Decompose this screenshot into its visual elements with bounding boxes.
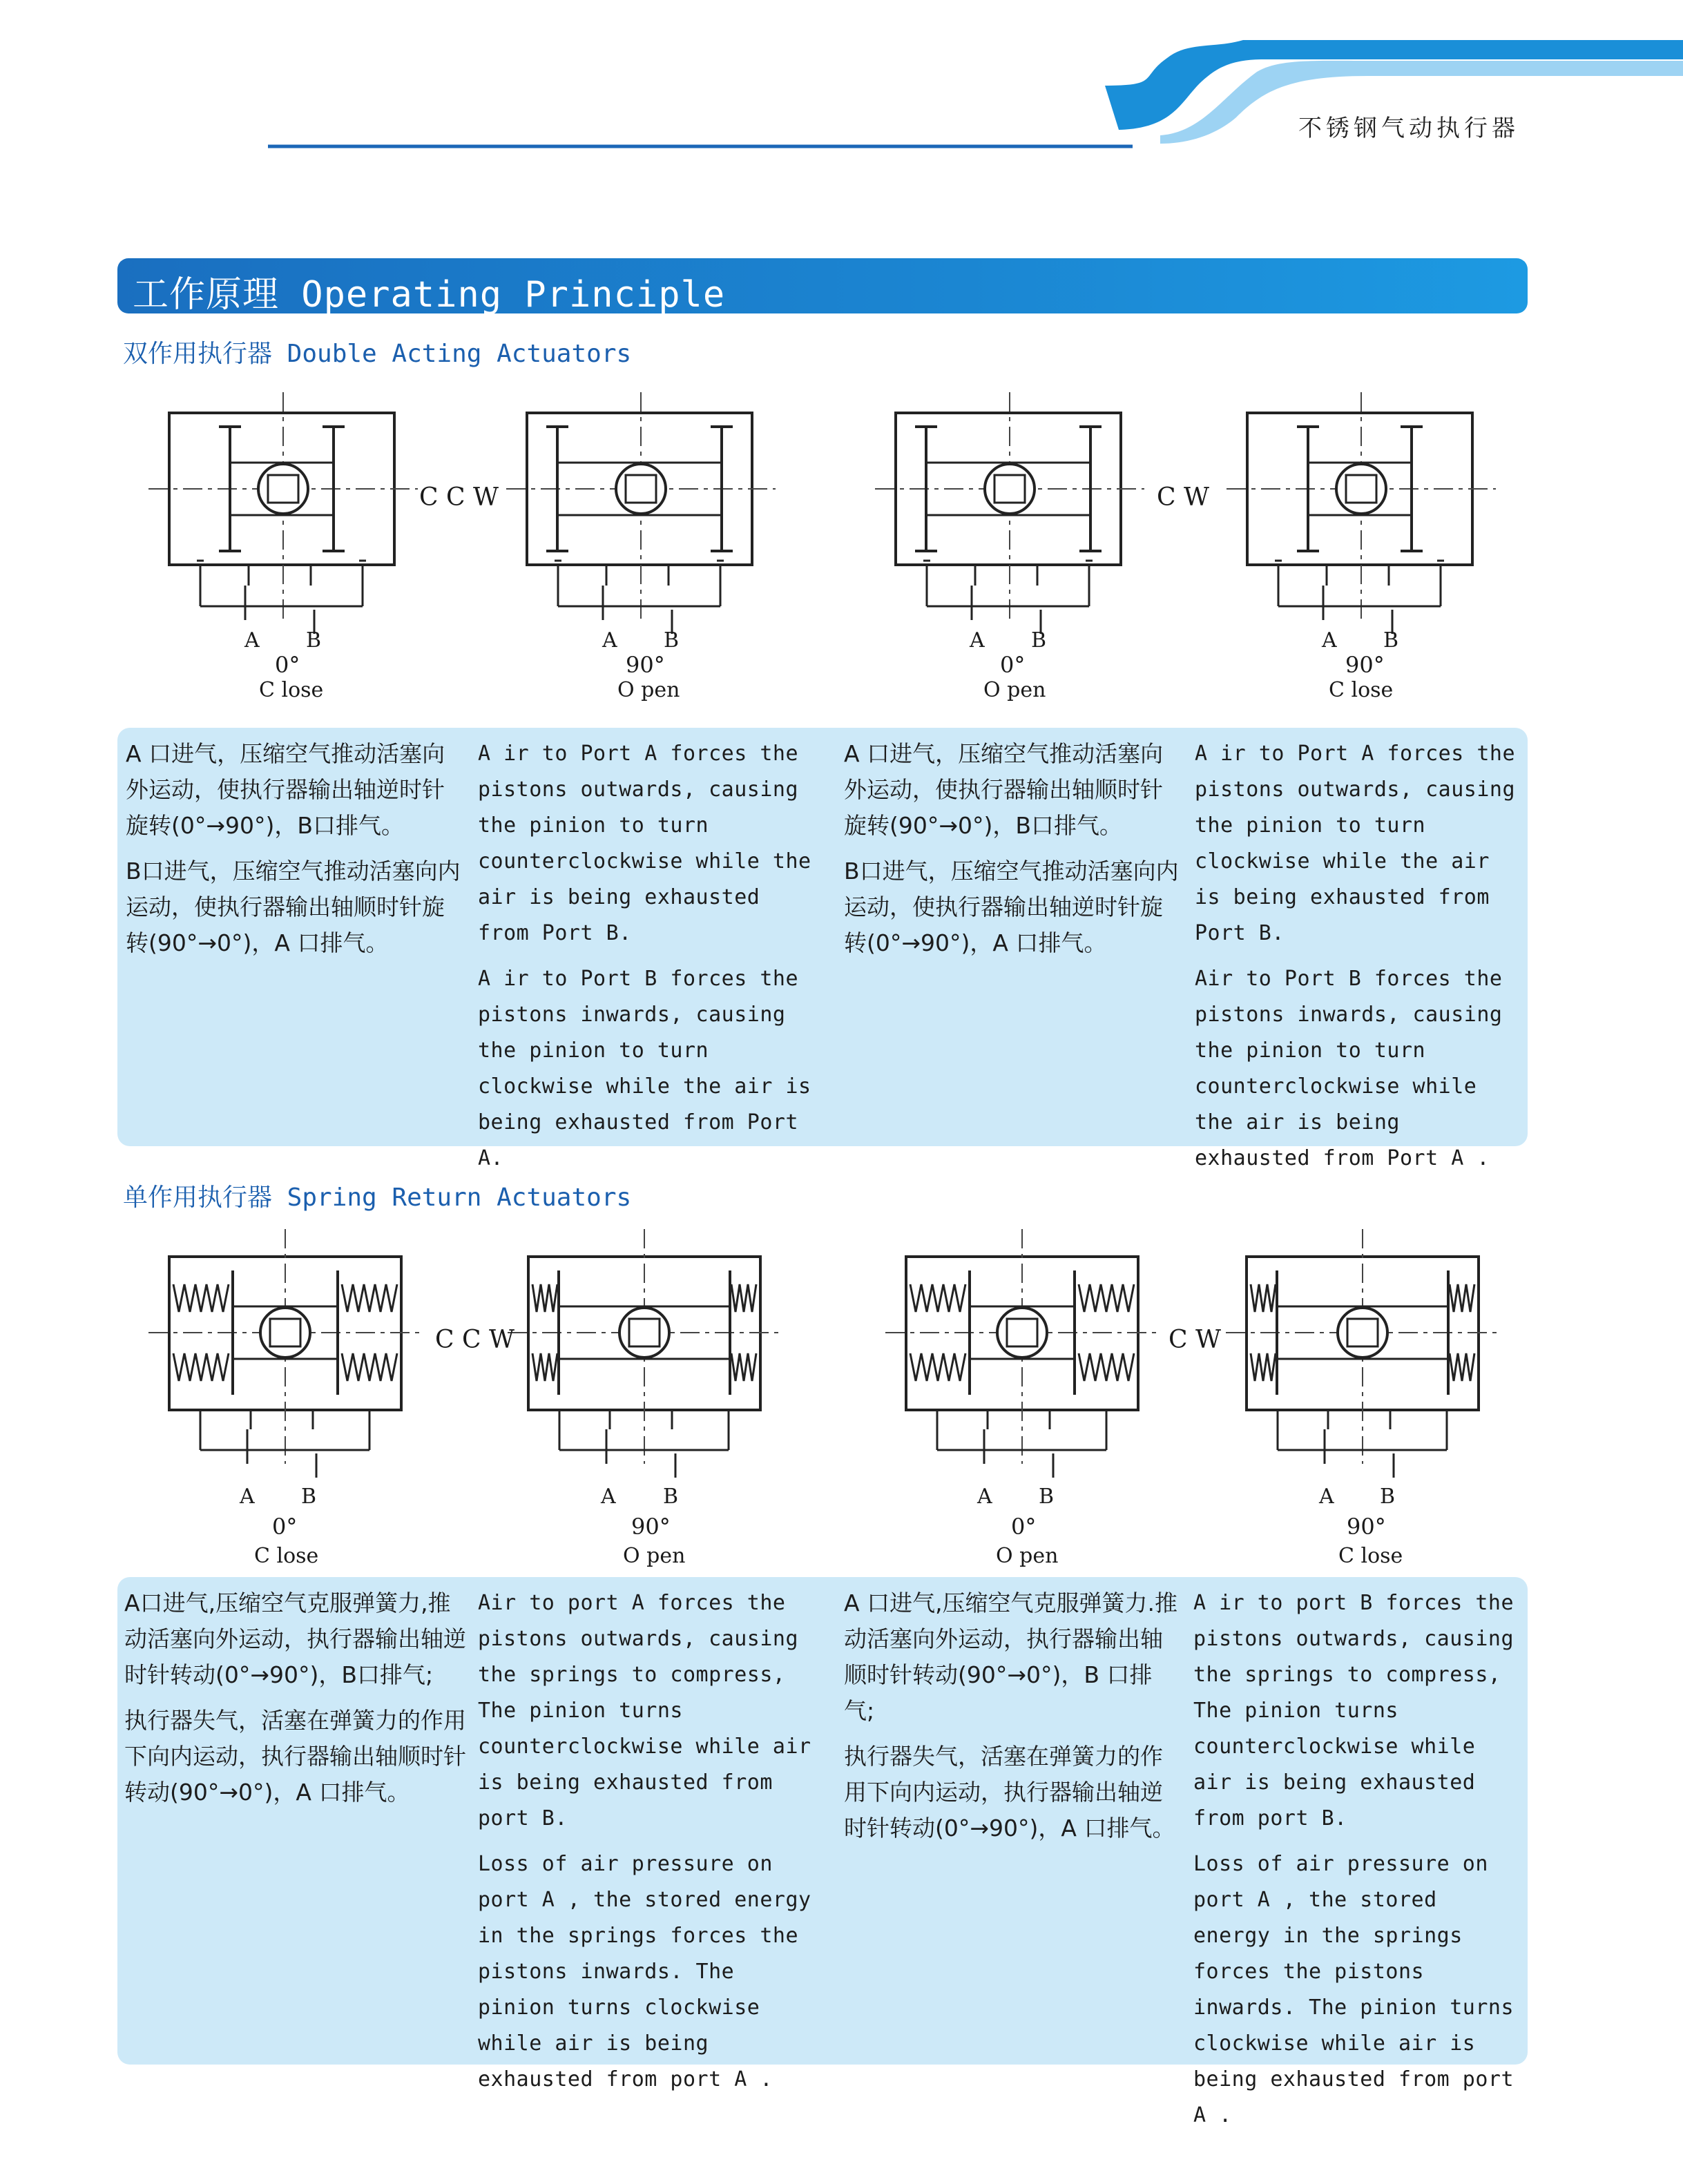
sr-text-col3 [844,1585,1182,1856]
da-state-2: O pen [617,678,680,702]
sr-angle-2: 90° [631,1514,671,1540]
da-port-a-4: A [1322,628,1337,653]
spring-return-heading: 单作用执行器 Spring Return Actuators [123,1183,632,1212]
sr-diagram-2 [508,1229,781,1478]
da-angle-1: 0° [275,652,300,678]
da-angle-2: 90° [626,652,665,678]
sr-state-4: C lose [1338,1544,1403,1568]
sr-port-a-3: A [977,1485,992,1509]
da-col1-para1: A 口进气，压缩空气推动活塞向外运动，使执行器输出轴逆时针旋转(0°→90°)，B口排气。 [126,740,445,839]
sr-text-col1 [124,1585,470,1820]
sr-diagram-4 [1226,1229,1499,1478]
sr-col1-para1: A口进气,压缩空气克服弹簧力,推动活塞向外运动，执行器输出轴逆时针转动(0°→90°)，B口排气; [124,1589,466,1688]
sr-port-b-3: B [1039,1485,1055,1509]
da-state-1: C lose [259,678,324,702]
sr-port-a-4: A [1319,1485,1334,1509]
da-port-b-3: B [1031,628,1047,653]
da-col4-para1: A ir to Port A forces the pistons outwards, causing the pinion to turn clockwise while the air is being exhausted from Port B. [1195,742,1516,945]
da-col4-para2: Air to Port B forces the pistons inwards, causing the pinion to turn counterclockwise while the air is being exhausted from Port A . [1195,967,1503,1170]
da-col2-para2: A ir to Port B forces the pistons inwards, causing the pinion to turn clockwise while the air is being exhausted from Port A. [478,967,811,1170]
sr-state-1: C lose [254,1544,319,1568]
sr-port-b-4: B [1380,1485,1396,1509]
da-col2-para1: A ir to Port A forces the pistons outwards, causing the pinion to turn counterclockwise while the air is being exhausted from Port B. [478,742,811,945]
da-port-b-2: B [664,628,680,653]
sr-angle-4: 90° [1347,1514,1386,1540]
sr-diagram-3 [885,1229,1159,1478]
sr-port-a-2: A [601,1485,616,1509]
sr-col4-para2: Loss of air pressure on port A , the stored energy in the springs forces the pistons inwards. The pinion turns clockwise while air is being exhausted from port A . [1193,1852,1514,2127]
sr-col3-para2: 执行器失气，活塞在弹簧力的作用下向内运动，执行器输出轴逆时针转动(0°→90°)，A 口排气。 [844,1743,1175,1842]
document-title: 不锈钢气动执行器 [1298,115,1519,142]
sr-col1-para2: 执行器失气，活塞在弹簧力的作用下向内运动，执行器输出轴顺时针转动(90°→0°)，A 口排气。 [124,1707,466,1806]
sr-col3-para1: A 口进气,压缩空气克服弹簧力.推动活塞向外运动，执行器输出轴顺时针转动(90°→0°)，B 口排气; [844,1589,1178,1724]
double-acting-heading: 双作用执行器 Double Acting Actuators [123,340,632,368]
sr-port-b-2: B [663,1485,679,1509]
sr-state-3: O pen [996,1544,1059,1568]
da-port-b-4: B [1383,628,1399,653]
da-angle-4: 90° [1345,652,1385,678]
sr-col2-para2: Loss of air pressure on port A , the stored energy in the springs forces the pistons inwards. The pinion turns clockwise while air is being exhausted from port A . [478,1852,811,2091]
sr-port-b-1: B [301,1485,317,1509]
da-port-a-2: A [602,628,617,653]
da-col3-para1: A 口进气，压缩空气推动活塞向外运动，使执行器输出轴顺时针旋转(90°→0°)，B口排气。 [844,740,1164,839]
sr-angle-1: 0° [272,1514,298,1540]
sr-col2-para1: Air to port A forces the pistons outwards, causing the springs to compress, The pinion turns counterclockwise while air is being exhausted from port B. [478,1591,811,1830]
da-state-4: C lose [1329,678,1394,702]
da-direction-cw: C W [1157,483,1209,512]
da-port-a-3: A [970,628,985,653]
da-state-3: O pen [983,678,1046,702]
da-direction-ccw: C C W [419,483,499,512]
sr-diagram-1 [148,1229,422,1478]
sr-text-col4 [1193,1585,1522,2143]
da-col1-para2: B口进气，压缩空气推动活塞向内运动，使执行器输出轴顺时针旋转(90°→0°)，A 口排气。 [126,858,461,956]
da-port-a-1: A [244,628,260,653]
section-title: 工作原理 Operating Principle [133,274,726,316]
sr-col4-para1: A ir to port B forces the pistons outwards, causing the springs to compress, The pinion turns counterclockwise while air is being exhausted from port B. [1193,1591,1514,1830]
sr-direction-ccw: C C W [435,1326,514,1354]
sr-state-2: O pen [623,1544,686,1568]
da-port-b-1: B [306,628,322,653]
da-col3-para2: B口进气，压缩空气推动活塞向内运动，使执行器输出轴逆时针旋转(0°→90°)，A 口排气。 [844,858,1179,956]
da-angle-3: 0° [1000,652,1026,678]
sr-angle-3: 0° [1011,1514,1037,1540]
sr-port-a-1: A [240,1485,255,1509]
sr-text-col2 [478,1585,823,2107]
sr-direction-cw: C W [1169,1326,1221,1354]
